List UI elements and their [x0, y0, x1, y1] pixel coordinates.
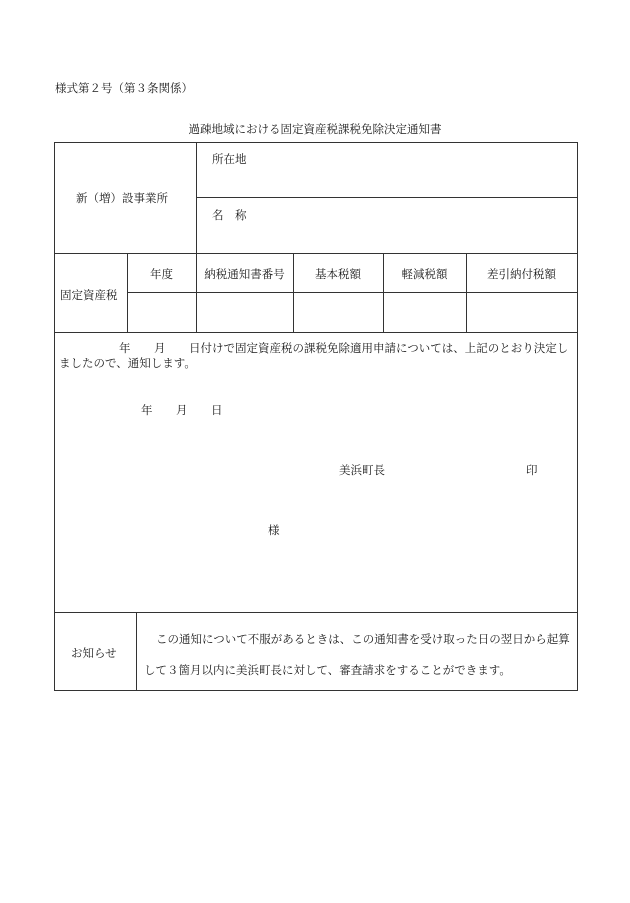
- col-basic-tax: 基本税額: [315, 267, 361, 281]
- name-label: 名 称: [212, 208, 247, 222]
- notice-line1: 日付けで固定資産税の課税免除適用申請については、上記のとおり決定し: [189, 341, 569, 355]
- col-notice-number: 納税通知書番号: [204, 267, 285, 281]
- col-reduced-tax: 軽減税額: [401, 267, 448, 281]
- mayor-title: 美浜町長: [339, 463, 385, 477]
- tax-label: 固定資産税: [60, 288, 118, 302]
- seal-mark: 印: [526, 463, 538, 477]
- form-number: 様式第２号（第３条関係）: [55, 81, 193, 95]
- location-label: 所在地: [212, 152, 247, 166]
- date-year: 年: [141, 403, 153, 417]
- info-line1: この通知について不服があるときは、この通知書を受け取った日の翌日から起算: [156, 632, 570, 646]
- addressee-honorific: 様: [268, 523, 280, 537]
- date-month: 月: [176, 403, 188, 417]
- notice-year: 年: [119, 341, 131, 355]
- date-day: 日: [211, 403, 223, 417]
- info-line2: して３箇月以内に美浜町長に対して、審査請求をすることができます。: [144, 663, 511, 677]
- col-year: 年度: [150, 267, 173, 281]
- notice-month: 月: [154, 341, 166, 355]
- info-label: お知らせ: [71, 646, 117, 660]
- col-net-tax: 差引納付税額: [487, 267, 556, 281]
- notice-line2: ましたので、通知します。: [59, 356, 196, 370]
- business-label: 新（増）設事業所: [76, 191, 168, 205]
- document-title: 過疎地域における固定資産税課税免除決定通知書: [188, 122, 442, 136]
